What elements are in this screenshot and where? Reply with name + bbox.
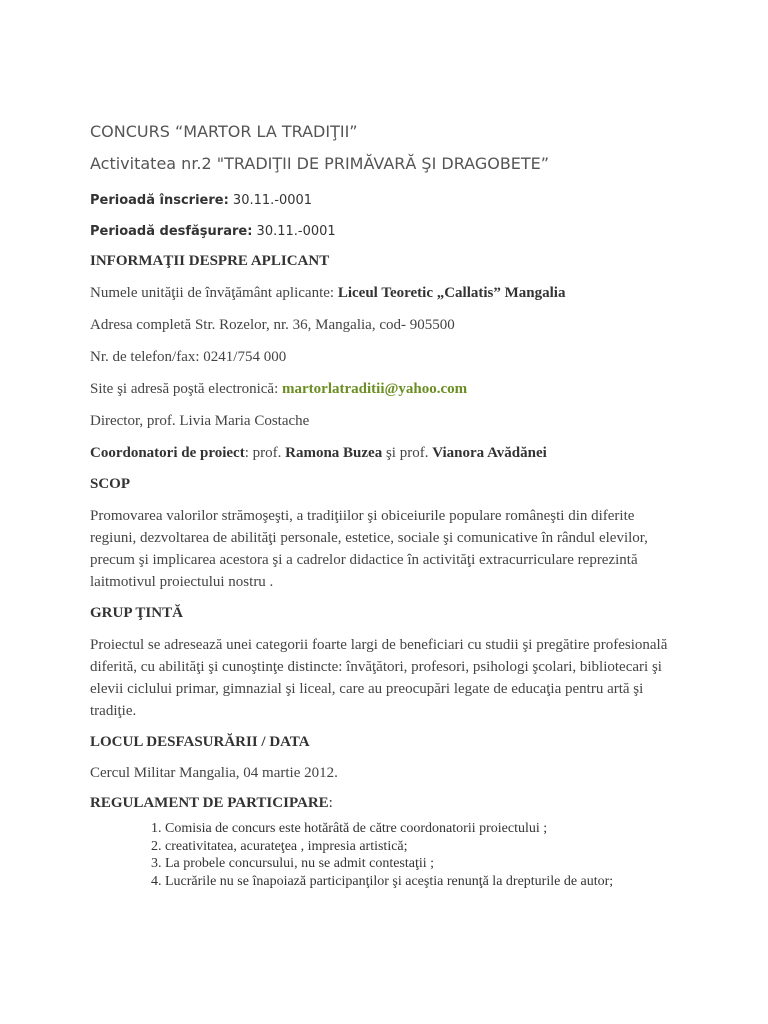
rule-item-4: 4. Lucrările nu se înapoiază participanţilor şi aceştia renunţă la drepturile de autor; [165,873,680,891]
coordinators-label: Coordonatori de proiect [90,445,245,461]
rules-list [90,820,680,890]
coordinators-line [90,442,680,464]
conduct-label: Perioadă desfăşurare: [90,224,253,239]
page-title: CONCURS “MARTOR LA TRADIŢII” [90,122,358,141]
target-heading: GRUP ŢINTĂ [90,605,183,621]
target-text: Proiectul se adresează unei categorii foarte largi de beneficiari cu studii şi pregătire profesională diferită, cu abilităţi şi cunoştinţe distincte: învăţători, profesori, psihologi şcolari, bibliotecari şi elevii ciclului primar, gimnazial şi liceal, care au preocupări legate de educaţia pentru artă şi tradiţie. [90,637,668,719]
page-subtitle: Activitatea nr.2 "TRADIŢII DE PRIMĂVARĂ ŞI DRAGOBETE” [90,154,550,173]
scop-text: Promovarea valorilor strămoşeşti, a tradiţiilor şi obiceiurile populare româneşti din diferite regiuni, dezvoltarea de abilităţi personale, estetice, sociale şi comunicative în rândul elevilor, precum şi implicarea acestora şi a cadrelor didactice în activităţi extracurriculare reprezintă laitmotivul proiectului nostru . [90,508,648,590]
conduct-period [90,223,680,241]
rules-colon: : [328,795,333,811]
enrollment-period [90,192,680,210]
conduct-value: 30.11.-0001 [252,224,336,239]
email-link[interactable]: martorlatraditii@yahoo.com [282,381,468,397]
site-label: Site şi adresă poştă electronică: [90,381,283,397]
applicant-heading: INFORMAŢII DESPRE APLICANT [90,253,330,269]
phone-line: Nr. de telefon/fax: 0241/754 000 [90,349,287,365]
enrollment-label: Perioadă înscriere: [90,193,229,208]
site-line [90,378,680,400]
rule-item-2: 2. creativitatea, acurateţea , impresia artistică; [165,838,680,856]
coordinator-name-2: Vianora Avădănei [432,445,547,461]
coordinators-sep: : prof. [244,445,286,461]
school-name: Liceul Teoretic „Callatis” Mangalia [337,285,566,301]
coordinators-mid: şi prof. [382,445,433,461]
scop-heading: SCOP [90,476,131,492]
rule-item-1: 1. Comisia de concurs este hotărâtă de către coordonatorii proiectului ; [165,820,680,838]
location-heading: LOCUL DESFASURĂRII / DATA [90,734,310,750]
school-line [90,282,680,304]
location-text: Cercul Militar Mangalia, 04 martie 2012. [90,765,338,781]
document-page [90,118,680,890]
rule-item-3: 3. La probele concursului, nu se admit contestaţii ; [165,855,680,873]
enrollment-value: 30.11.-0001 [228,193,313,208]
rules-heading-line [90,792,680,814]
address-line: Adresa completă Str. Rozelor, nr. 36, Mangalia, cod- 905500 [90,317,455,333]
school-label: Numele unităţii de învăţământ aplicante: [90,285,338,301]
rules-heading: REGULAMENT DE PARTICIPARE [90,795,329,811]
coordinator-name-1: Ramona Buzea [285,445,383,461]
director-line: Director, prof. Livia Maria Costache [90,413,310,429]
